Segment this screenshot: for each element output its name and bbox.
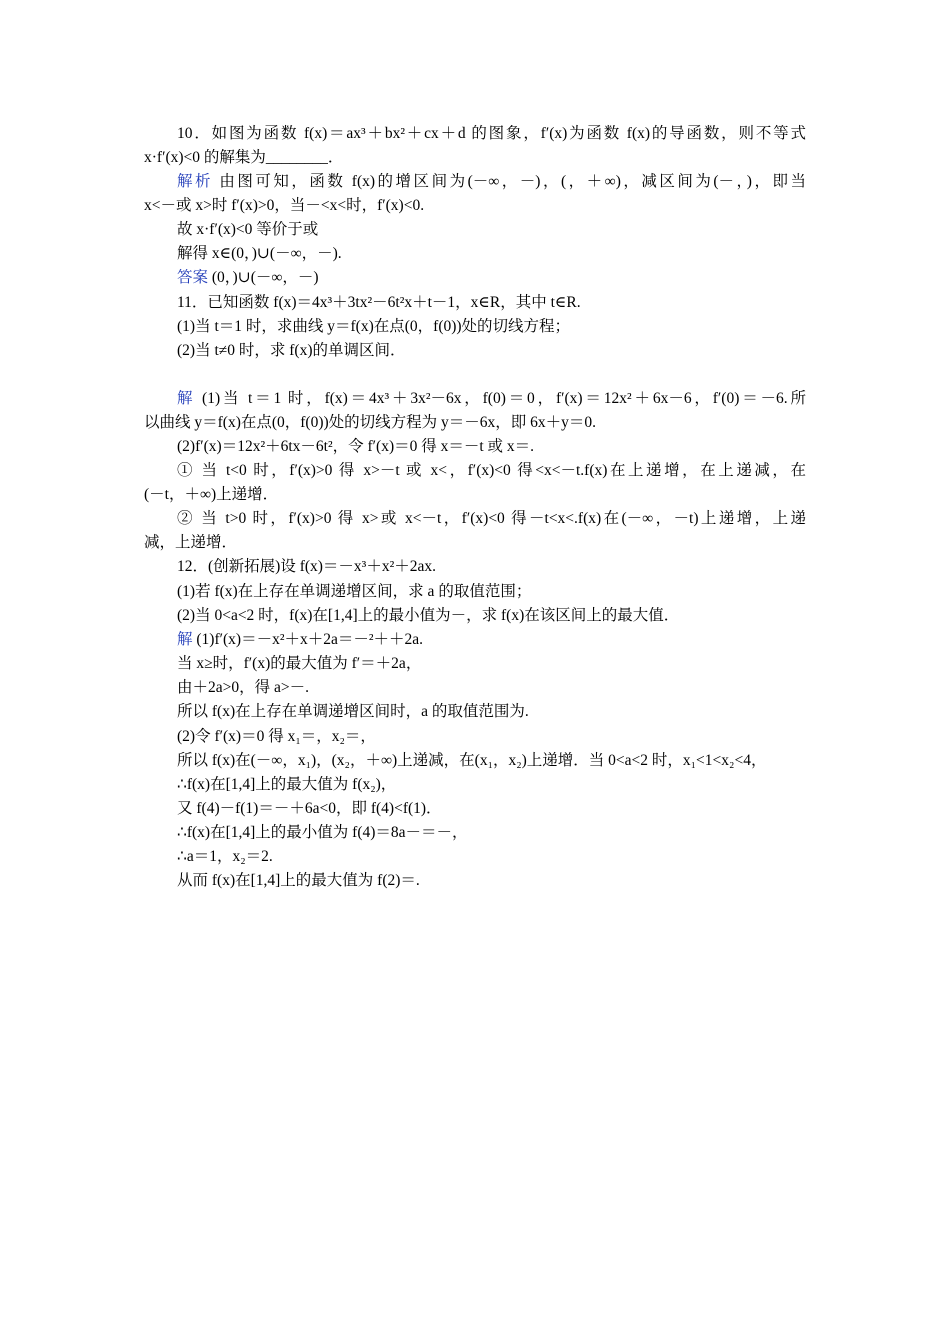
- line-text: 10．如图为函数 f(x)＝ax³＋bx²＋cx＋d 的图象，f′(x)为函数 f(x)的导函数，则不等式: [177, 125, 806, 142]
- line-text: 当 x≥时，f′(x)的最大值为 f′＝＋2a，: [177, 655, 422, 672]
- keyword-label: 答案: [177, 269, 209, 286]
- text-line: [177, 751, 766, 771]
- text-line: [177, 220, 318, 240]
- text-line: [177, 775, 396, 795]
- text-line: [177, 461, 806, 481]
- keyword-label: 解: [177, 631, 193, 648]
- text-line: [177, 654, 421, 674]
- text-line: [177, 630, 423, 650]
- text-line: [177, 124, 806, 144]
- text-line: [177, 389, 806, 409]
- text-line: [144, 196, 424, 216]
- line-text: (2)令 f′(x)＝0 得 x₁＝，x₂＝，: [177, 728, 376, 745]
- line-text: 从而 f(x)在[1,4]上的最大值为 f(2)＝.: [177, 872, 420, 889]
- keyword-label: 解析: [177, 173, 214, 190]
- text-line: [144, 533, 237, 553]
- text-line: [144, 413, 596, 433]
- text-line: [177, 702, 529, 722]
- line-text: ∴f(x)在[1,4]上的最大值为 f(x₂)，: [177, 776, 397, 793]
- keyword-label: 解: [177, 390, 196, 407]
- line-text: ② 当 t>0 时，f′(x)>0 得 x>或 x<－t，f′(x)<0 得－t<x<.f(x)在(－∞，－t)上递增，上递: [177, 510, 806, 527]
- line-text: (1)当 t＝1 时，求曲线 y＝f(x)在点(0，f(0))处的切线方程；: [177, 318, 571, 335]
- line-text: (2)当 t≠0 时，求 f(x)的单调区间．: [177, 342, 406, 359]
- text-line: [177, 847, 273, 867]
- line-text: (2)当 0<a<2 时，f(x)在[1,4]上的最小值为－，求 f(x)在该区间上的最大值．: [177, 607, 680, 624]
- text-line: [177, 727, 376, 747]
- line-text: 以曲线 y＝f(x)在点(0，f(0))处的切线方程为 y＝－6x，即 6x＋y＝0.: [144, 414, 597, 431]
- line-text: 由＋2a>0，得 a>－.: [177, 679, 309, 696]
- line-text: x<－或 x>时 f′(x)>0，当－<x<时，f′(x)<0.: [144, 197, 425, 214]
- line-text: x·f′(x)<0 的解集为________．: [144, 149, 344, 166]
- text-line: [177, 293, 581, 313]
- text-line: [177, 678, 309, 698]
- text-line: [144, 485, 278, 505]
- line-text: 故 x·f′(x)<0 等价于或: [177, 221, 319, 238]
- text-line: [177, 823, 468, 843]
- line-text: 12．(创新拓展)设 f(x)＝－x³＋x²＋2ax.: [177, 558, 436, 575]
- line-text: (1)若 f(x)在上存在单调递增区间，求 a 的取值范围；: [177, 583, 532, 600]
- line-text: 减，上递增．: [144, 534, 238, 551]
- line-text: (－t，＋∞)上递增．: [144, 486, 279, 503]
- text-line: [177, 341, 406, 361]
- line-text: 11．已知函数 f(x)＝4x³＋3tx²－6t²x＋t－1，x∈R，其中 t∈R.: [177, 294, 581, 311]
- text-line: [177, 437, 534, 457]
- line-text: (2)f′(x)＝12x²＋6tx－6t²，令 f′(x)＝0 得 x＝－t 或 x＝.: [177, 438, 535, 455]
- text-line: [177, 244, 342, 264]
- line-text: 所以 f(x)在(－∞，x₁)，(x₂，＋∞)上递减，在(x₁，x₂)上递增．当 0<a<2 时，x₁<1<x₂<4，: [177, 752, 767, 769]
- text-line: [177, 871, 420, 891]
- line-text: ∴f(x)在[1,4]上的最小值为 f(4)＝8a－＝－，: [177, 824, 468, 841]
- text-line: [144, 148, 343, 168]
- line-text: 又 f(4)－f(1)＝－＋6a<0，即 f(4)<f(1)．: [177, 800, 442, 817]
- line-text: (1)f′(x)＝－x²＋x＋2a＝－²＋＋2a.: [192, 631, 424, 648]
- text-line: [177, 557, 436, 577]
- text-line: [177, 317, 570, 337]
- line-text: (0，)∪(－∞，－): [208, 269, 319, 286]
- text-line: [177, 172, 806, 192]
- text-line: [177, 582, 531, 602]
- text-line: [177, 268, 319, 288]
- line-text: 由图可知，函数 f(x)的增区间为(－∞，－)，(，＋∞)，减区间为(－，)，即当: [213, 173, 806, 190]
- line-text: ∴a＝1，x₂＝2.: [177, 848, 273, 865]
- line-text: ① 当 t<0 时，f′(x)>0 得 x>－t 或 x<，f′(x)<0 得<x<－t.f(x)在上递增，在上递减，在: [177, 462, 806, 479]
- line-text: 所以 f(x)在上存在单调递增区间时，a 的取值范围为.: [177, 703, 529, 720]
- text-line: [177, 509, 806, 529]
- text-line: [177, 606, 679, 626]
- line-text: (1)当 t＝1 时，f(x)＝4x³＋3x²－6x，f(0)＝0，f′(x)＝12x²＋6x－6，f′(0)＝－6.所: [195, 390, 806, 407]
- line-text: 解得 x∈(0，)∪(－∞，－).: [177, 245, 342, 262]
- text-line: [177, 799, 442, 819]
